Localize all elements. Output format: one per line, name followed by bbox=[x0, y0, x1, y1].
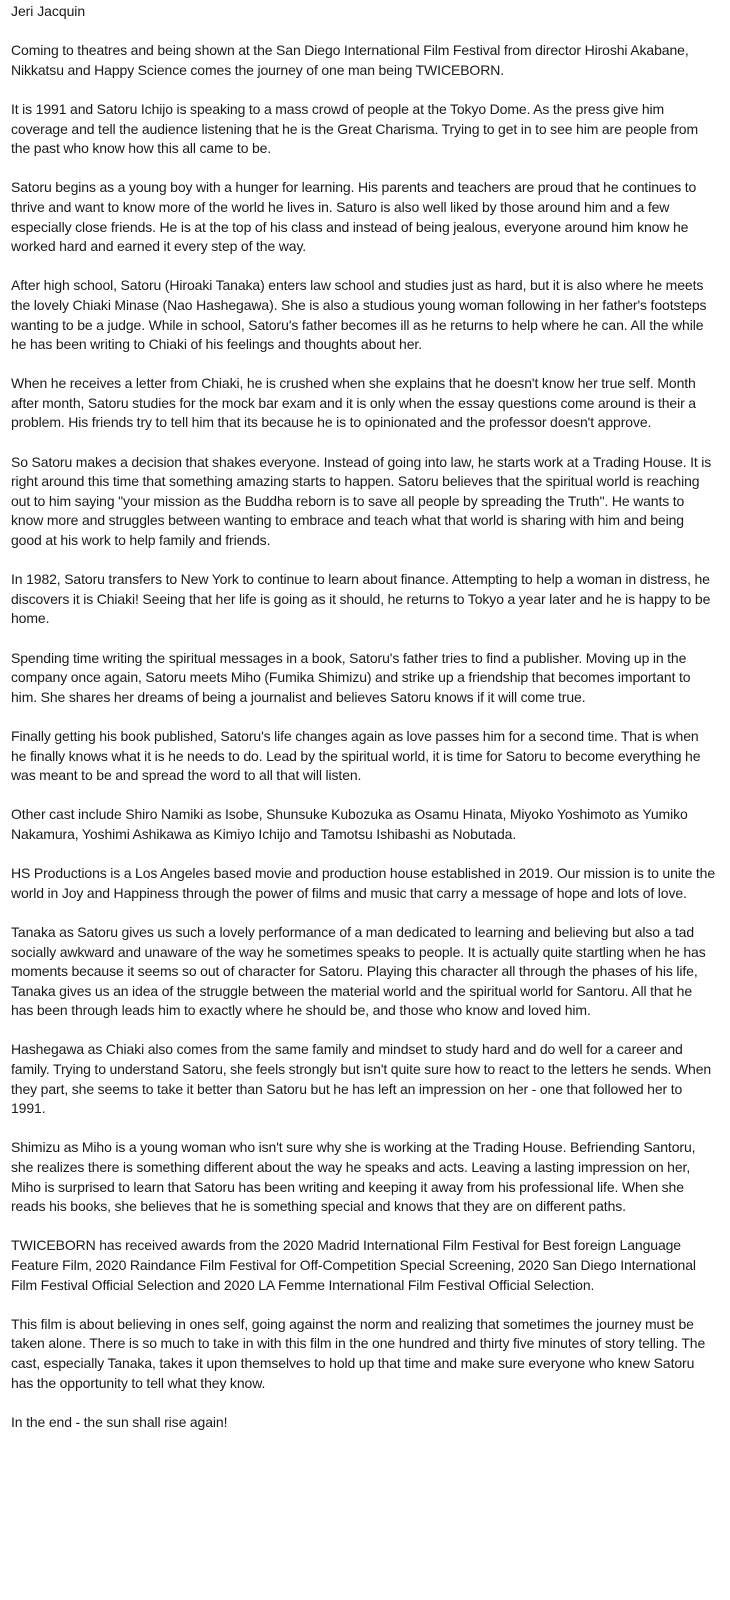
paragraph: Hashegawa as Chiaki also comes from the same family and mindset to study hard and do well for a career and family. Trying to understand Satoru, she feels strongly but isn't quite sure how to react to the letters he sends. When they part, she seems to take it better than Satoru but he has left an impression on her - one that followed her to 1991. bbox=[11, 1041, 712, 1117]
paragraph: Spending time writing the spiritual messages in a book, Satoru's father tries to find a publisher. Moving up in the company once again, Satoru meets Miho (Fumika Shimizu) and strike up a friendship that becomes important to him. She shares her dreams of being a journalist and believes Satoru knows if it will come true. bbox=[11, 649, 691, 705]
paragraph: This film is about believing in ones self, going against the norm and realizing that sometimes the journey must be taken alone. There is so much to take in with this film in the one hundred and thirty five minutes of story telling. The cast, especially Tanaka, takes it upon themselves to hold up that time and make sure everyone who knew Satoru has the opportunity to tell what they know. bbox=[11, 1315, 706, 1391]
paragraph: Coming to theatres and being shown at the San Diego International Film Festival from director Hiroshi Akabane, Nikkatsu and Happy Science comes the journey of one man being TWICEBORN. bbox=[11, 42, 689, 78]
paragraph: Finally getting his book published, Satoru's life changes again as love passes him for a second time. That is when he finally knows what it is he needs to do. Lead by the spiritual world, it is time for Satoru to become everything he was meant to be and spread the word to all that will listen. bbox=[11, 727, 701, 784]
paragraph: When he receives a letter from Chiaki, he is crushed when she explains that he doesn't know her true self. Month after month, Satoru studies for the mock bar exam and it is only when the essay questions come around is their a problem. His friends try to tell him that its because he is to opinionated and the professor doesn't approve. bbox=[11, 375, 696, 431]
paragraph: After high school, Satoru (Hiroaki Tanaka) enters law school and studies just as hard, but it is also where he meets the lovely Chiaki Minase (Nao Hashegawa). She is also a studious young woman following in her father's footsteps wanting to be a judge. While in school, Satoru's father becomes ill as he returns to help where he can. All the while he has been writing to Chiaki of his feelings and thoughts about her. bbox=[11, 277, 707, 353]
closing-line: In the end - the sun shall rise again! bbox=[11, 1413, 228, 1430]
paragraph: So Satoru makes a decision that shakes everyone. Instead of going into law, he starts work at a Trading House. It is right around this time that something amazing starts to happen. Satoru believes that the spiritual world is reaching out to him saying "your mission as the Buddha reborn is to save all people by spreading the Truth". He wants to know more and struggles between wanting to embrace and teach what that world is sharing with him and being good at his work to help family and friends. bbox=[11, 453, 712, 549]
paragraph: HS Productions is a Los Angeles based movie and production house established in 2019. Our mission is to unite the world in Joy and Happiness through the power of films and music that carry a message of hope and lots of love. bbox=[11, 865, 716, 901]
paragraph: In 1982, Satoru transfers to New York to continue to learn about finance. Attempting to help a woman in distress, he discovers it is Chiaki! Seeing that her life is going as it should, he returns to Tokyo a year later and he is happy to be home. bbox=[11, 571, 711, 627]
paragraph: Tanaka as Satoru gives us such a lovely performance of a man dedicated to learning and believing but also a tad socially awkward and unaware of the way he sometimes speaks to people. It is actually quite startling when he has moments because it seems so out of character for Satoru. Playing this character all through the phases of his life, Tanaka gives us an idea of the struggle between the material world and the spiritual world for Santoru. All that he has been through leads him to exactly where he should be, and those who know and loved him. bbox=[11, 923, 706, 1019]
author-name: Jeri Jacquin bbox=[11, 3, 86, 19]
paragraph: It is 1991 and Satoru Ichijo is speaking to a mass crowd of people at the Tokyo Dome. As the press give him coverage and tell the audience listening that he is the Great Charisma. Trying to get in to see him are people from the past who know how this all came to be. bbox=[11, 100, 699, 157]
paragraph: TWICEBORN has received awards from the 2020 Madrid International Film Festival for Best foreign Language Feature Film, 2020 Raindance Film Festival for Off-Competition Special Screening, 2020 San Diego International Film Festival Official Selection and 2020 LA Femme International Film Festival Official Selection. bbox=[11, 1237, 696, 1293]
paragraph: Satoru begins as a young boy with a hunger for learning. His parents and teachers are proud that he continues to thrive and want to know more of the world he lives in. Saturo is also well liked by those around him and a few especially close friends. He is at the top of his class and instead of being jealous, everyone around him know he worked hard and earned it every step of the way. bbox=[11, 179, 697, 255]
paragraph: Other cast include Shiro Namiki as Isobe, Shunsuke Kubozuka as Osamu Hinata, Miyoko Yoshimoto as Yumiko Nakamura, Yoshimi Ashikawa as Kimiyo Ichijo and Tamotsu Ishibashi as Nobutada. bbox=[11, 806, 688, 842]
paragraph: Shimizu as Miho is a young woman who isn't sure why she is working at the Trading House. Befriending Santoru, she realizes there is something different about the way he speaks and acts. Leaving a lasting impression on her, Miho is surprised to learn that Satoru has been writing and keeping it away from his professional life. When she reads his books, she believes that he is something special and knows that they are on different paths. bbox=[11, 1139, 696, 1215]
article-body bbox=[11, 41, 716, 1432]
